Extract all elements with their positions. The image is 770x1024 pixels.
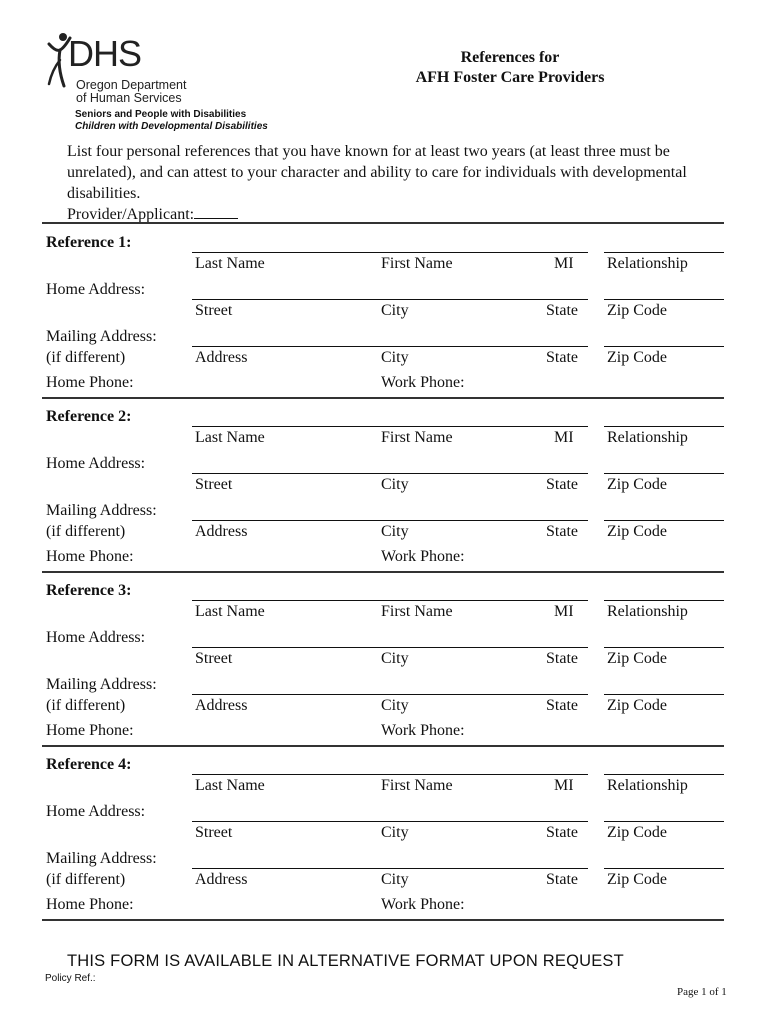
address-label: Address — [195, 697, 248, 714]
zip-code-label: Zip Code — [607, 650, 667, 667]
work-phone-label: Work Phone: — [381, 722, 465, 739]
section-divider — [42, 745, 724, 747]
form-title — [380, 48, 640, 88]
page-number: Page 1 of 1 — [677, 986, 727, 998]
reference-3-mailing-zip-field[interactable] — [604, 694, 724, 695]
relationship-label: Relationship — [607, 603, 688, 620]
mi-label: MI — [554, 429, 574, 446]
reference-1-mailing-zip-field[interactable] — [604, 346, 724, 347]
zip-code-label: Zip Code — [607, 302, 667, 319]
city-label: City — [381, 824, 409, 841]
reference-2-relationship-field[interactable] — [604, 426, 724, 427]
reference-1-home-zip-field[interactable] — [604, 299, 724, 300]
work-phone-label: Work Phone: — [381, 896, 465, 913]
mailing-address-label: Mailing Address: — [46, 502, 157, 519]
dhs-logo-text: DHS — [68, 33, 142, 74]
reference-3-mailing-address-field[interactable] — [192, 694, 588, 695]
home-phone-label: Home Phone: — [46, 722, 134, 739]
reference-4-mailing-address-field[interactable] — [192, 868, 588, 869]
home-phone-label: Home Phone: — [46, 896, 134, 913]
reference-1-relationship-field[interactable] — [604, 252, 724, 253]
last-name-label: Last Name — [195, 777, 265, 794]
form-title-line-2: AFH Foster Care Providers — [415, 69, 605, 86]
home-address-label: Home Address: — [46, 281, 146, 298]
department-name — [76, 79, 186, 105]
state-label: State — [546, 871, 578, 888]
policy-ref: Policy Ref.: — [45, 973, 96, 984]
home-phone-label: Home Phone: — [46, 374, 134, 391]
section-divider — [42, 571, 724, 573]
home-phone-label: Home Phone: — [46, 548, 134, 565]
reference-3-home-address-field[interactable] — [192, 647, 588, 648]
reference-2-mailing-address-field[interactable] — [192, 520, 588, 521]
reference-2-title: Reference 2: — [46, 408, 132, 425]
reference-3-name-field[interactable] — [192, 600, 588, 601]
reference-2-mailing-zip-field[interactable] — [604, 520, 724, 521]
mailing-address-label: Mailing Address: — [46, 850, 157, 867]
street-label: Street — [195, 302, 233, 319]
if-different-label: (if different) — [46, 871, 126, 888]
city-label: City — [381, 650, 409, 667]
provider-label: Provider/Applicant: — [67, 206, 195, 223]
city-label: City — [381, 697, 409, 714]
last-name-label: Last Name — [195, 255, 265, 272]
zip-code-label: Zip Code — [607, 349, 667, 366]
reference-1-name-field[interactable] — [192, 252, 588, 253]
city-label: City — [381, 523, 409, 540]
zip-code-label: Zip Code — [607, 697, 667, 714]
city-label: City — [381, 476, 409, 493]
form-title-line-1: References for — [460, 49, 560, 66]
mailing-address-label: Mailing Address: — [46, 328, 157, 345]
reference-4-home-zip-field[interactable] — [604, 821, 724, 822]
mi-label: MI — [554, 777, 574, 794]
zip-code-label: Zip Code — [607, 824, 667, 841]
city-label: City — [381, 871, 409, 888]
reference-4-title: Reference 4: — [46, 756, 132, 773]
mi-label: MI — [554, 255, 574, 272]
division-seniors: Seniors and People with Disabilities — [75, 109, 247, 120]
alternative-format-notice: THIS FORM IS AVAILABLE IN ALTERNATIVE FORMAT UPON REQUEST — [67, 952, 624, 970]
reference-4-mailing-zip-field[interactable] — [604, 868, 724, 869]
if-different-label: (if different) — [46, 697, 126, 714]
home-address-label: Home Address: — [46, 803, 146, 820]
state-label: State — [546, 302, 578, 319]
reference-4-home-address-field[interactable] — [192, 821, 588, 822]
reference-4-relationship-field[interactable] — [604, 774, 724, 775]
if-different-label: (if different) — [46, 523, 126, 540]
work-phone-label: Work Phone: — [381, 548, 465, 565]
if-different-label: (if different) — [46, 349, 126, 366]
department-line-2: of Human Services — [76, 91, 182, 105]
reference-1-mailing-address-field[interactable] — [192, 346, 588, 347]
address-label: Address — [195, 523, 248, 540]
reference-1-home-address-field[interactable] — [192, 299, 588, 300]
state-label: State — [546, 476, 578, 493]
mi-label: MI — [554, 603, 574, 620]
street-label: Street — [195, 650, 233, 667]
first-name-label: First Name — [381, 777, 453, 794]
relationship-label: Relationship — [607, 777, 688, 794]
reference-4-name-field[interactable] — [192, 774, 588, 775]
section-divider — [42, 222, 724, 224]
department-line-1: Oregon Department — [76, 78, 187, 92]
state-label: State — [546, 824, 578, 841]
reference-3-title: Reference 3: — [46, 582, 132, 599]
city-label: City — [381, 349, 409, 366]
zip-code-label: Zip Code — [607, 871, 667, 888]
division-children: Children with Developmental Disabilities — [75, 121, 268, 132]
reference-2-name-field[interactable] — [192, 426, 588, 427]
zip-code-label: Zip Code — [607, 523, 667, 540]
reference-3-home-zip-field[interactable] — [604, 647, 724, 648]
address-label: Address — [195, 871, 248, 888]
reference-3-relationship-field[interactable] — [604, 600, 724, 601]
state-label: State — [546, 697, 578, 714]
home-address-label: Home Address: — [46, 455, 146, 472]
instructions-text: List four personal references that you have known for at least two years (at least three must be unrelated), and can attest to your character and ability to care for individuals with developmental disabilities. — [67, 143, 687, 202]
relationship-label: Relationship — [607, 255, 688, 272]
reference-2-home-address-field[interactable] — [192, 473, 588, 474]
state-label: State — [546, 650, 578, 667]
last-name-label: Last Name — [195, 429, 265, 446]
state-label: State — [546, 523, 578, 540]
state-label: State — [546, 349, 578, 366]
zip-code-label: Zip Code — [607, 476, 667, 493]
reference-1-title: Reference 1: — [46, 234, 132, 251]
reference-2-home-zip-field[interactable] — [604, 473, 724, 474]
first-name-label: First Name — [381, 603, 453, 620]
relationship-label: Relationship — [607, 429, 688, 446]
street-label: Street — [195, 824, 233, 841]
provider-field[interactable] — [194, 204, 238, 219]
home-address-label: Home Address: — [46, 629, 146, 646]
street-label: Street — [195, 476, 233, 493]
first-name-label: First Name — [381, 429, 453, 446]
last-name-label: Last Name — [195, 603, 265, 620]
mailing-address-label: Mailing Address: — [46, 676, 157, 693]
work-phone-label: Work Phone: — [381, 374, 465, 391]
section-divider — [42, 919, 724, 921]
section-divider — [42, 397, 724, 399]
address-label: Address — [195, 349, 248, 366]
city-label: City — [381, 302, 409, 319]
instructions — [67, 141, 717, 225]
first-name-label: First Name — [381, 255, 453, 272]
